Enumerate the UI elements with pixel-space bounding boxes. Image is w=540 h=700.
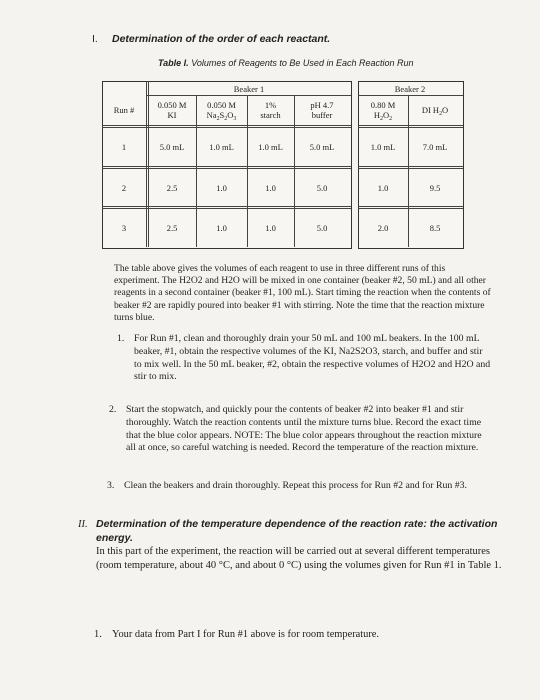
table-caption-text: Volumes of Reagents to Be Used in Each Reaction Run bbox=[191, 58, 414, 68]
row-2-run: 2 bbox=[121, 182, 127, 193]
column-header-thiosulfate: 0.050 M $Na_2S_2O_3$ bbox=[206, 100, 237, 122]
column-header-starch: 1% starch bbox=[260, 100, 281, 120]
section-1-number: I. bbox=[92, 33, 98, 45]
step-1-text: For Run #1, clean and thoroughly drain your 50 mL and 100 mL beakers. In the 100 mL beaker, #1, obtain the respective volumes of the KI, Na2S2O3, starch, and buffer and stir to mix well. In the 50 mL beaker, #2, obtain the respective volumes of H2O2 and H2O and stir to mix. bbox=[134, 333, 491, 383]
table-cell: 5.0 mL bbox=[309, 142, 335, 152]
table-cell: 1.0 bbox=[265, 182, 276, 193]
row-3-run: 3 bbox=[121, 223, 127, 233]
step-3-text: Clean the beakers and drain thoroughly. Repeat this process for Run #2 and for Run #3. bbox=[124, 480, 467, 491]
section-2-step-1-number: 1. bbox=[94, 629, 102, 640]
row-1-run: 1 bbox=[121, 142, 127, 152]
section-2-number: II. bbox=[78, 519, 88, 530]
column-header-ki: 0.050 M KI bbox=[157, 100, 187, 120]
step-1 bbox=[117, 333, 492, 384]
table-cell: 1.0 bbox=[216, 182, 227, 193]
table-cell: 2.0 bbox=[377, 223, 389, 233]
intro-paragraph: The table above gives the volumes of each reagent to use in three different runs of this experiment. The H2O2 and H2O will be mixed in one container (beaker #2, 50 mL) and all other reagents in a second container (beaker #1, 100 mL). Start timing the reaction when the contents of beaker #2 are rapidly poured into beaker #1 with stirring. Note the time that the reaction mixture turns blue. bbox=[114, 263, 491, 323]
table-cell: 5.0 bbox=[316, 182, 328, 193]
table-cell: 9.5 bbox=[429, 182, 441, 193]
column-header-buffer: pH 4.7 buffer bbox=[310, 100, 334, 120]
table-cell: 1.0 mL bbox=[209, 142, 234, 152]
step-2-text: Start the stopwatch, and quickly pour the contents of beaker #2 into beaker #1 and stir thoroughly. Watch the reaction contents until the mixture turns blue. Record the exact time that the blue color appears. NOTE: The blue color appears throughout the reaction mixture all at once, so careful watching is needed. Record the temperature of the reaction mixture. bbox=[126, 404, 482, 454]
step-3 bbox=[107, 480, 500, 493]
step-3-number: 3. bbox=[107, 480, 115, 491]
table-cell: 1.0 bbox=[216, 223, 227, 233]
table-cell: 1.0 bbox=[377, 182, 389, 193]
table-cell: 5.0 bbox=[316, 223, 328, 233]
step-1-number: 1. bbox=[117, 333, 125, 344]
column-header-peroxide: 0.80 M $H_2O_2$ bbox=[370, 100, 396, 122]
table-caption bbox=[158, 58, 414, 68]
section-1-title: Determination of the order of each reactant. bbox=[112, 33, 331, 45]
table-cell: 2.5 bbox=[166, 223, 178, 233]
column-header-water: DI $H_2O$ bbox=[421, 105, 449, 117]
section-2-step-1 bbox=[94, 629, 512, 642]
step-2-number: 2. bbox=[109, 404, 117, 415]
table-cell: 1.0 mL bbox=[258, 142, 283, 152]
beaker-2-header: Beaker 2 bbox=[394, 83, 426, 94]
reagent-table bbox=[102, 81, 464, 249]
section-2-step-1-text: Your data from Part I for Run #1 above is for room temperature. bbox=[112, 629, 380, 640]
step-2 bbox=[109, 404, 492, 455]
section-2 bbox=[78, 518, 518, 572]
table-cell: 8.5 bbox=[429, 223, 441, 233]
section-1-heading bbox=[92, 33, 330, 45]
table-cell: 7.0 mL bbox=[422, 142, 448, 152]
section-2-body: In this part of the experiment, the reaction will be carried out at several different temperatures (room temperature, about 40 °C, and about 0 °C) using the volumes given for Run #1 in Table 1. bbox=[96, 546, 502, 571]
beaker-1-header: Beaker 1 bbox=[233, 83, 265, 94]
table-cell: 5.0 mL bbox=[159, 142, 185, 152]
table-cell: 1.0 mL bbox=[370, 142, 396, 152]
table-caption-label: Table I. bbox=[158, 58, 189, 68]
run-column-header: Run # bbox=[113, 105, 135, 115]
section-2-title: Determination of the temperature dependence of the reaction rate: the activation energy. bbox=[96, 518, 498, 544]
table-cell: 2.5 bbox=[166, 182, 178, 193]
table-cell: 1.0 bbox=[265, 223, 276, 233]
